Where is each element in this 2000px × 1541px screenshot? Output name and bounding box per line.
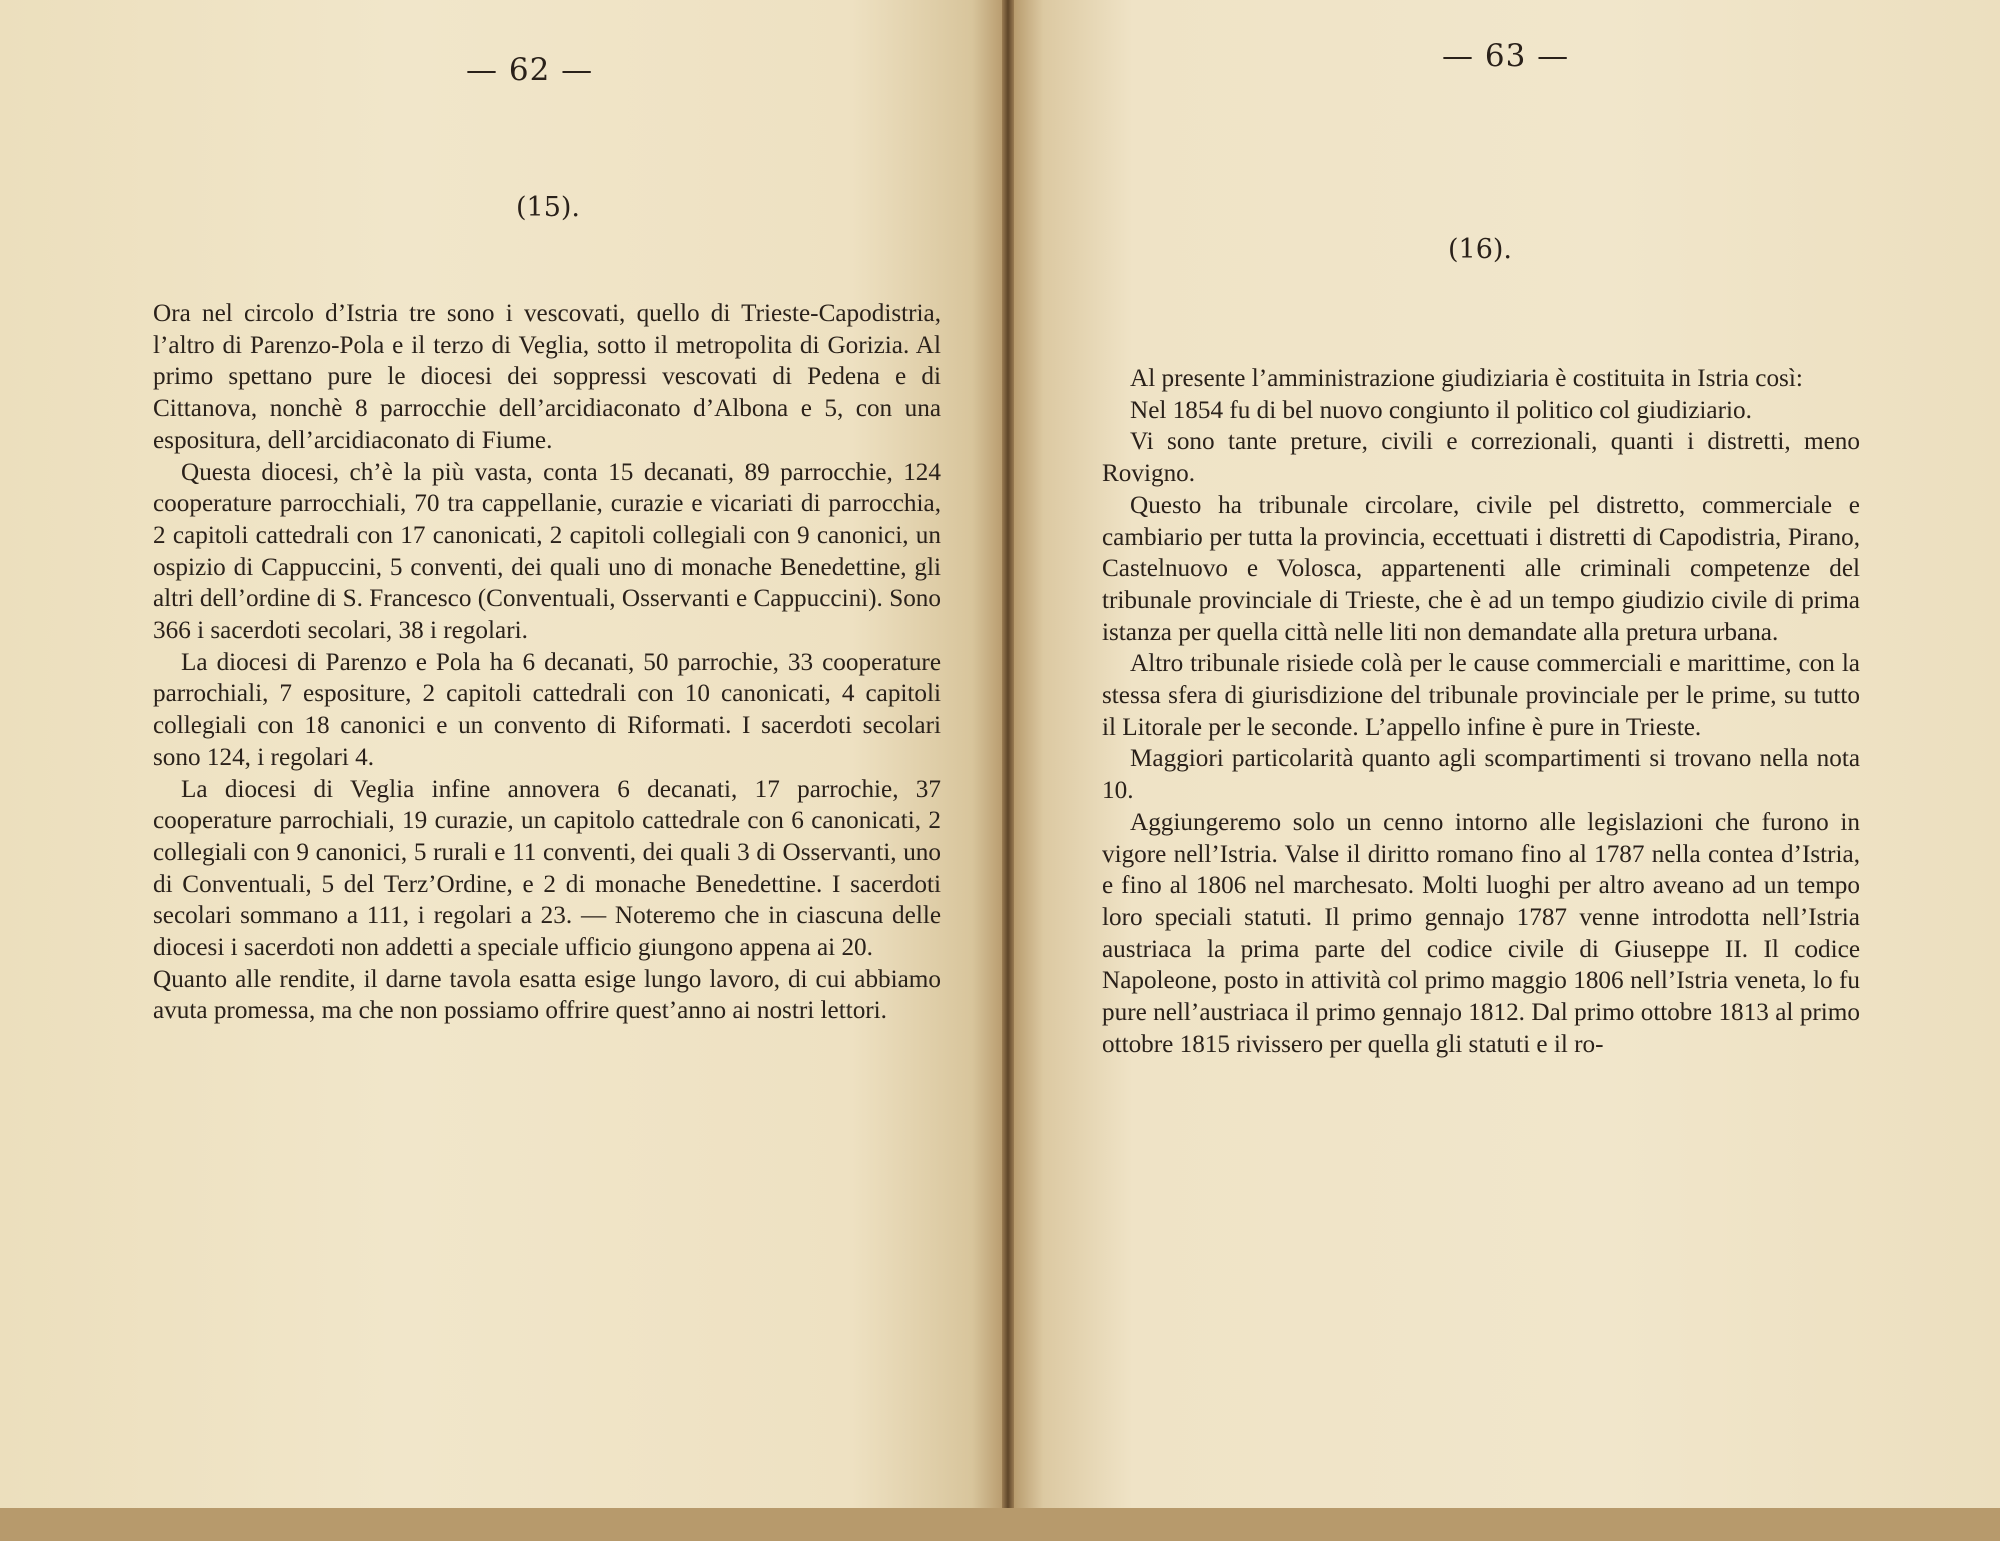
note-number: (16). bbox=[1448, 234, 1513, 265]
page-bottom-edge bbox=[0, 1508, 2000, 1541]
paragraph: Maggiori particolarità quanto agli scompartimenti si trovano nella nota 10. bbox=[1102, 745, 1860, 805]
paragraph: Ora nel circolo d’Istria tre sono i vescovati, quello di Trieste-Capodistria, l’altro di Parenzo-Pola e il terzo di Veglia, sotto il metropolita di Gorizia. Al primo spettano pure le diocesi dei soppressi vescovati di Pedena e di Cittanova, nonchè 8 parrocchie dell’arcidiaconato d’Albona e 5, con una espositura, dell’arcidiaconato di Fiume. bbox=[153, 300, 941, 454]
page-number: — 62 — bbox=[466, 52, 594, 88]
paragraph: Quanto alle rendite, il darne tavola esatta esige lungo lavoro, di cui abbiamo avuta promessa, ma che non possiamo offrire quest’anno ai nostri lettori. bbox=[153, 965, 941, 1025]
paragraph: Vi sono tante preture, civili e correzionali, quanti i distretti, meno Rovigno. bbox=[1102, 428, 1860, 488]
paragraph: Altro tribunale risiede colà per le cause commerciali e marittime, con la stessa sfera di giurisdizione del tribunale provinciale per le prime, su tutto il Litorale per le seconde. L’appello infine è pure in Trieste. bbox=[1102, 650, 1860, 741]
page-number: — 63 — bbox=[1442, 38, 1570, 74]
body-text bbox=[153, 298, 941, 1027]
paragraph: La diocesi di Veglia infine annovera 6 decanati, 17 parrochie, 37 cooperature parrochiali, 19 curazie, un capitolo cattedrale con 6 canonicati, 2 collegiali con 9 canonici, 5 rurali e 11 conventi, dei quali 3 di Osservanti, uno di Conventuali, 5 del Terz’Ordine, e 2 di monache Benedettine. I sacerdoti secolari sommano a 111, i regolari a 23. — Noteremo che in ciascuna delle diocesi i sacerdoti non addetti a speciale ufficio giungono appena ai 20. bbox=[153, 775, 941, 962]
note-number: (15). bbox=[516, 192, 581, 223]
book-gutter bbox=[1002, 0, 1014, 1541]
paragraph: Questo ha tribunale circolare, civile pel distretto, commerciale e cambiario per tutta la provincia, eccettuati i distretti di Capodistria, Pirano, Castelnuovo e Volosca, appartenenti alle criminali competenze del tribunale provinciale di Trieste, che è ad un tempo giudizio civile di prima istanza per quella città nelle liti non demandate alla pretura urbana. bbox=[1102, 491, 1860, 646]
right-page bbox=[1014, 0, 2000, 1541]
paragraph: Aggiungeremo solo un cenno intorno alle legislazioni che furono in vigore nell’Istria. Valse il diritto romano fino al 1787 nella contea d’Istria, e fino al 1806 nel marchesato. Molti luoghi per altro aveano ad un tempo loro speciali statuti. Il primo gennajo 1787 venne introdotta nell’Istria austriaca la prima parte del codice civile di Giuseppe II. Il codice Napoleone, posto in attività col primo maggio 1806 nell’Istria veneta, lo fu pure nell’austriaca il primo gennajo 1812. Dal primo ottobre 1813 al primo ottobre 1815 rivissero per quella gli statuti e il ro- bbox=[1102, 808, 1860, 1058]
paragraph: Nel 1854 fu di bel nuovo congiunto il politico col giudiziario. bbox=[1130, 396, 1752, 424]
paragraph: Questa diocesi, ch’è la più vasta, conta 15 decanati, 89 parrocchie, 124 cooperature parrocchiali, 70 tra cappellanie, curazie e vicariati di parrocchia, 2 capitoli cattedrali con 17 canonicati, 2 capitoli collegiali con 9 canonici, un ospizio di Cappuccini, 5 conventi, dei quali uno di monache Benedettine, gli altri dell’ordine di S. Francesco (Conventuali, Osservanti e Cappuccini). Sono 366 i sacerdoti secolari, 38 i regolari. bbox=[153, 458, 941, 645]
body-text bbox=[1102, 363, 1860, 1060]
paragraph: Al presente l’amministrazione giudiziaria è costituita in Istria così: bbox=[1130, 365, 1803, 392]
paragraph: La diocesi di Parenzo e Pola ha 6 decanati, 50 parrochie, 33 cooperature parrochiali, 7 espositure, 2 capitoli cattedrali con 10 canonicati, 4 capitoli collegiali con 18 canonici e un convento di Riformati. I sacerdoti secolari sono 124, i regolari 4. bbox=[153, 648, 941, 771]
